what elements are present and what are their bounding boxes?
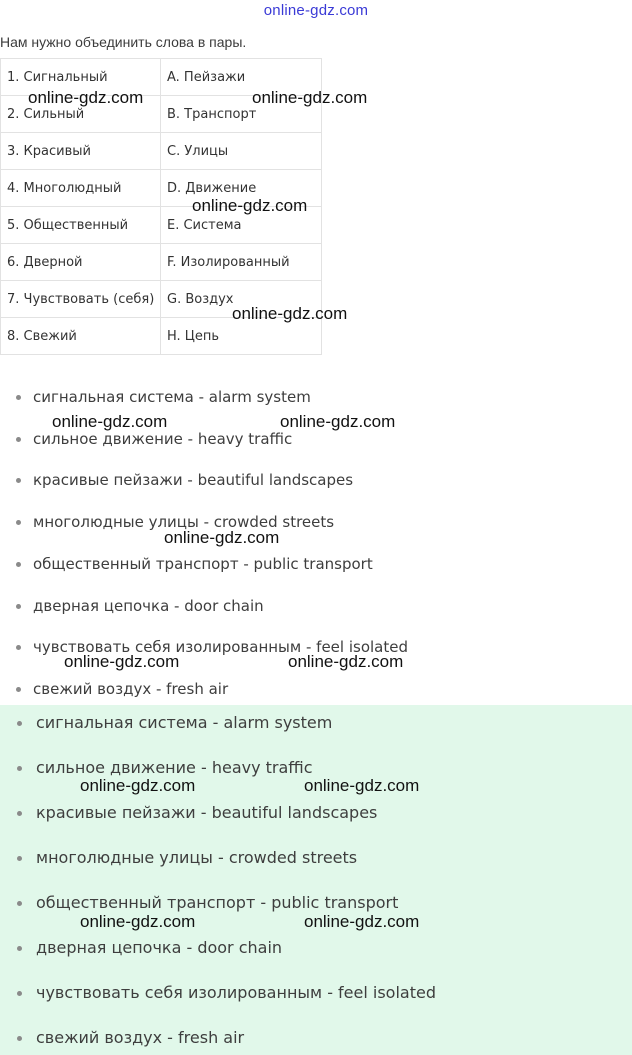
list-item-text: чувствовать себя изолированным - feel isolated bbox=[33, 638, 408, 656]
site-header-link[interactable]: online-gdz.com bbox=[263, 2, 369, 19]
bullet-dot-icon bbox=[16, 520, 21, 525]
watermark: online-gdz.com bbox=[192, 196, 308, 215]
list-item-text: многолюдные улицы - crowded streets bbox=[36, 848, 358, 867]
watermark: online-gdz.com bbox=[80, 912, 196, 931]
list-item-text: красивые пейзажи - beautiful landscapes bbox=[36, 803, 378, 822]
list-item bbox=[0, 678, 600, 700]
list-item-text: сильное движение - heavy traffic bbox=[36, 758, 313, 777]
bullet-dot-icon bbox=[16, 604, 21, 609]
watermark: online-gdz.com bbox=[64, 652, 180, 671]
intro-text: Нам нужно объединить слова в пары. bbox=[0, 34, 247, 50]
table-cell-right: H. Цепь bbox=[161, 318, 322, 355]
watermark: online-gdz.com bbox=[232, 304, 348, 323]
table-cell-left: 7. Чувствовать (себя) bbox=[1, 281, 161, 318]
watermark: online-gdz.com bbox=[280, 412, 396, 431]
bullet-dot-icon bbox=[17, 991, 22, 996]
list-item bbox=[0, 553, 600, 575]
list-item bbox=[0, 936, 600, 960]
list-item-text: общественный транспорт - public transport bbox=[36, 893, 399, 912]
bullet-dot-icon bbox=[16, 395, 21, 400]
highlighted-answer-list bbox=[0, 711, 632, 1051]
list-item bbox=[0, 469, 600, 491]
bullet-dot-icon bbox=[17, 811, 22, 816]
list-item-text: сильное движение - heavy traffic bbox=[33, 430, 293, 448]
bullet-dot-icon bbox=[16, 645, 21, 650]
table-cell-right: B. Транспорт bbox=[161, 96, 322, 133]
table-cell-right: G. Воздух bbox=[161, 281, 322, 318]
list-item-text: дверная цепочка - door chain bbox=[36, 938, 283, 957]
table-row bbox=[1, 244, 322, 281]
watermark: online-gdz.com bbox=[304, 912, 420, 931]
bullet-dot-icon bbox=[17, 766, 22, 771]
bullet-dot-icon bbox=[17, 901, 22, 906]
watermark: online-gdz.com bbox=[252, 88, 368, 107]
watermark: online-gdz.com bbox=[28, 88, 144, 107]
watermark: online-gdz.com bbox=[304, 776, 420, 795]
table-row bbox=[1, 133, 322, 170]
watermark: online-gdz.com bbox=[80, 776, 196, 795]
table-cell-left: 8. Свежий bbox=[1, 318, 161, 355]
list-item-text: свежий воздух - fresh air bbox=[33, 680, 229, 698]
bullet-dot-icon bbox=[16, 687, 21, 692]
table-cell-right: A. Пейзажи bbox=[161, 59, 322, 96]
list-item bbox=[0, 595, 600, 617]
watermark: online-gdz.com bbox=[52, 412, 168, 431]
list-item-text: красивые пейзажи - beautiful landscapes bbox=[33, 471, 354, 489]
list-item-text: сигнальная система - alarm system bbox=[36, 713, 333, 732]
table-cell-left: 3. Красивый bbox=[1, 133, 161, 170]
table-cell-left: 6. Дверной bbox=[1, 244, 161, 281]
table-cell-right: C. Улицы bbox=[161, 133, 322, 170]
list-item bbox=[0, 1026, 600, 1050]
table-cell-left: 1. Сигнальный bbox=[1, 59, 161, 96]
table-cell-right: D. Движение bbox=[161, 170, 322, 207]
bullet-dot-icon bbox=[16, 478, 21, 483]
list-item-text: дверная цепочка - door chain bbox=[33, 597, 264, 615]
list-item-text: многолюдные улицы - crowded streets bbox=[33, 513, 335, 531]
watermark: online-gdz.com bbox=[288, 652, 404, 671]
bullet-dot-icon bbox=[17, 946, 22, 951]
list-item bbox=[0, 981, 600, 1005]
list-item-text: свежий воздух - fresh air bbox=[36, 1028, 245, 1047]
list-item bbox=[0, 511, 600, 533]
bullet-dot-icon bbox=[17, 721, 22, 726]
list-item-text: общественный транспорт - public transport bbox=[33, 555, 373, 573]
list-item bbox=[0, 386, 600, 408]
table-cell-right: E. Система bbox=[161, 207, 322, 244]
list-item bbox=[0, 711, 600, 735]
table-cell-left: 4. Многолюдный bbox=[1, 170, 161, 207]
table-cell-right: F. Изолированный bbox=[161, 244, 322, 281]
list-item bbox=[0, 846, 600, 870]
table-cell-left: 2. Сильный bbox=[1, 96, 161, 133]
list-item bbox=[0, 801, 600, 825]
table-cell-left: 5. Общественный bbox=[1, 207, 161, 244]
list-item-text: чувствовать себя изолированным - feel isolated bbox=[36, 983, 436, 1002]
bullet-dot-icon bbox=[16, 437, 21, 442]
watermark: online-gdz.com bbox=[164, 528, 280, 547]
bullet-dot-icon bbox=[17, 856, 22, 861]
list-item-text: сигнальная система - alarm system bbox=[33, 388, 311, 406]
bullet-dot-icon bbox=[16, 562, 21, 567]
bullet-dot-icon bbox=[17, 1036, 22, 1041]
